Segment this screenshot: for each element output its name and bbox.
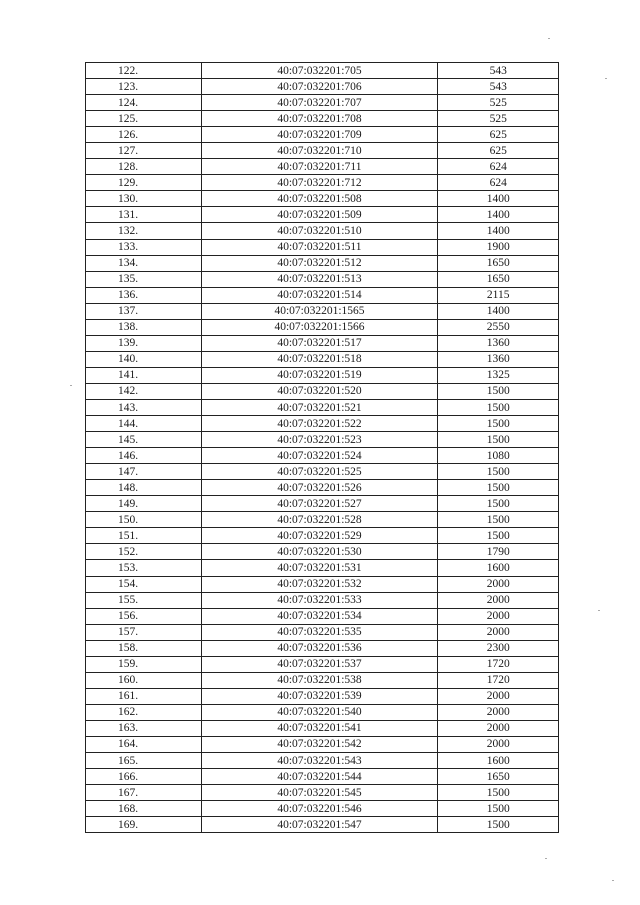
row-number-cell: 150. <box>86 512 202 528</box>
cadastral-number-cell: 40:07:032201:524 <box>201 448 438 464</box>
table-row <box>86 656 559 672</box>
row-number-cell: 155. <box>86 592 202 608</box>
row-number-cell: 127. <box>86 143 202 159</box>
cadastral-number-cell: 40:07:032201:509 <box>201 207 438 223</box>
table-row <box>86 255 559 271</box>
cadastral-number-cell: 40:07:032201:534 <box>201 608 438 624</box>
area-cell: 1720 <box>438 656 559 672</box>
area-cell: 1400 <box>438 223 559 239</box>
table-row <box>86 753 559 769</box>
row-number-cell: 154. <box>86 576 202 592</box>
cadastral-number-cell: 40:07:032201:526 <box>201 480 438 496</box>
cadastral-number-cell: 40:07:032201:545 <box>201 785 438 801</box>
cadastral-number-cell: 40:07:032201:544 <box>201 769 438 785</box>
area-cell: 1500 <box>438 399 559 415</box>
row-number-cell: 130. <box>86 191 202 207</box>
table-row <box>86 801 559 817</box>
scan-speck <box>548 38 550 39</box>
row-number-cell: 153. <box>86 560 202 576</box>
table-row <box>86 592 559 608</box>
cadastral-number-cell: 40:07:032201:523 <box>201 432 438 448</box>
area-cell: 1500 <box>438 785 559 801</box>
table-row <box>86 111 559 127</box>
cadastral-number-cell: 40:07:032201:528 <box>201 512 438 528</box>
table-row <box>86 785 559 801</box>
table-row <box>86 624 559 640</box>
table-row <box>86 704 559 720</box>
area-cell: 2000 <box>438 688 559 704</box>
row-number-cell: 147. <box>86 464 202 480</box>
row-number-cell: 129. <box>86 175 202 191</box>
table-row <box>86 688 559 704</box>
table-row <box>86 207 559 223</box>
cadastral-number-cell: 40:07:032201:543 <box>201 753 438 769</box>
row-number-cell: 149. <box>86 496 202 512</box>
table-row <box>86 191 559 207</box>
area-cell: 2000 <box>438 592 559 608</box>
table-row <box>86 159 559 175</box>
area-cell: 1400 <box>438 303 559 319</box>
table-row <box>86 720 559 736</box>
table-row <box>86 319 559 335</box>
table-row <box>86 560 559 576</box>
row-number-cell: 124. <box>86 95 202 111</box>
cadastral-number-cell: 40:07:032201:512 <box>201 255 438 271</box>
table-row <box>86 143 559 159</box>
area-cell: 1400 <box>438 207 559 223</box>
cadastral-number-cell: 40:07:032201:518 <box>201 351 438 367</box>
area-cell: 1500 <box>438 512 559 528</box>
area-cell: 1500 <box>438 464 559 480</box>
cadastral-number-cell: 40:07:032201:521 <box>201 399 438 415</box>
table-row <box>86 480 559 496</box>
table-row <box>86 736 559 752</box>
cadastral-number-cell: 40:07:032201:711 <box>201 159 438 175</box>
cadastral-number-cell: 40:07:032201:710 <box>201 143 438 159</box>
row-number-cell: 125. <box>86 111 202 127</box>
area-cell: 1500 <box>438 801 559 817</box>
area-cell: 1500 <box>438 383 559 399</box>
scan-speck <box>545 858 547 859</box>
table-row <box>86 817 559 833</box>
cadastral-number-cell: 40:07:032201:546 <box>201 801 438 817</box>
row-number-cell: 160. <box>86 672 202 688</box>
area-cell: 624 <box>438 175 559 191</box>
cadastral-number-cell: 40:07:032201:708 <box>201 111 438 127</box>
area-cell: 2115 <box>438 287 559 303</box>
row-number-cell: 137. <box>86 303 202 319</box>
cadastral-number-cell: 40:07:032201:530 <box>201 544 438 560</box>
table-row <box>86 303 559 319</box>
table-row <box>86 496 559 512</box>
cadastral-number-cell: 40:07:032201:519 <box>201 367 438 383</box>
area-cell: 1650 <box>438 255 559 271</box>
area-cell: 543 <box>438 63 559 79</box>
table-row <box>86 95 559 111</box>
cadastral-table <box>85 62 559 833</box>
area-cell: 1400 <box>438 191 559 207</box>
row-number-cell: 142. <box>86 383 202 399</box>
row-number-cell: 143. <box>86 399 202 415</box>
table-row <box>86 79 559 95</box>
row-number-cell: 157. <box>86 624 202 640</box>
area-cell: 1500 <box>438 528 559 544</box>
area-cell: 1500 <box>438 496 559 512</box>
area-cell: 625 <box>438 143 559 159</box>
table-row <box>86 640 559 656</box>
row-number-cell: 139. <box>86 335 202 351</box>
area-cell: 525 <box>438 95 559 111</box>
table-row <box>86 528 559 544</box>
area-cell: 1360 <box>438 351 559 367</box>
table-row <box>86 351 559 367</box>
row-number-cell: 134. <box>86 255 202 271</box>
row-number-cell: 168. <box>86 801 202 817</box>
row-number-cell: 131. <box>86 207 202 223</box>
table-row <box>86 399 559 415</box>
row-number-cell: 162. <box>86 704 202 720</box>
row-number-cell: 158. <box>86 640 202 656</box>
table-row <box>86 769 559 785</box>
area-cell: 1325 <box>438 367 559 383</box>
area-cell: 1500 <box>438 480 559 496</box>
area-cell: 1500 <box>438 432 559 448</box>
area-cell: 1600 <box>438 753 559 769</box>
row-number-cell: 166. <box>86 769 202 785</box>
cadastral-number-cell: 40:07:032201:540 <box>201 704 438 720</box>
row-number-cell: 138. <box>86 319 202 335</box>
area-cell: 1650 <box>438 769 559 785</box>
area-cell: 2550 <box>438 319 559 335</box>
cadastral-number-cell: 40:07:032201:536 <box>201 640 438 656</box>
table-row <box>86 175 559 191</box>
scan-speck <box>605 78 607 79</box>
row-number-cell: 144. <box>86 416 202 432</box>
row-number-cell: 167. <box>86 785 202 801</box>
row-number-cell: 141. <box>86 367 202 383</box>
area-cell: 2000 <box>438 576 559 592</box>
cadastral-number-cell: 40:07:032201:531 <box>201 560 438 576</box>
table-row <box>86 271 559 287</box>
scan-speck <box>70 385 72 386</box>
cadastral-number-cell: 40:07:032201:1565 <box>201 303 438 319</box>
cadastral-number-cell: 40:07:032201:522 <box>201 416 438 432</box>
area-cell: 1500 <box>438 416 559 432</box>
row-number-cell: 135. <box>86 271 202 287</box>
area-cell: 2000 <box>438 736 559 752</box>
cadastral-number-cell: 40:07:032201:535 <box>201 624 438 640</box>
area-cell: 2000 <box>438 624 559 640</box>
table-body <box>86 63 559 833</box>
cadastral-number-cell: 40:07:032201:517 <box>201 335 438 351</box>
row-number-cell: 161. <box>86 688 202 704</box>
area-cell: 625 <box>438 127 559 143</box>
cadastral-number-cell: 40:07:032201:712 <box>201 175 438 191</box>
row-number-cell: 128. <box>86 159 202 175</box>
cadastral-number-cell: 40:07:032201:539 <box>201 688 438 704</box>
cadastral-number-cell: 40:07:032201:707 <box>201 95 438 111</box>
cadastral-number-cell: 40:07:032201:520 <box>201 383 438 399</box>
cadastral-number-cell: 40:07:032201:542 <box>201 736 438 752</box>
cadastral-number-cell: 40:07:032201:525 <box>201 464 438 480</box>
area-cell: 1720 <box>438 672 559 688</box>
cadastral-number-cell: 40:07:032201:527 <box>201 496 438 512</box>
area-cell: 624 <box>438 159 559 175</box>
row-number-cell: 126. <box>86 127 202 143</box>
row-number-cell: 159. <box>86 656 202 672</box>
row-number-cell: 152. <box>86 544 202 560</box>
cadastral-number-cell: 40:07:032201:529 <box>201 528 438 544</box>
table-row <box>86 127 559 143</box>
cadastral-number-cell: 40:07:032201:706 <box>201 79 438 95</box>
cadastral-number-cell: 40:07:032201:513 <box>201 271 438 287</box>
row-number-cell: 122. <box>86 63 202 79</box>
row-number-cell: 163. <box>86 720 202 736</box>
area-cell: 1500 <box>438 817 559 833</box>
cadastral-number-cell: 40:07:032201:547 <box>201 817 438 833</box>
row-number-cell: 169. <box>86 817 202 833</box>
table-row <box>86 223 559 239</box>
cadastral-number-cell: 40:07:032201:508 <box>201 191 438 207</box>
table-row <box>86 367 559 383</box>
table-row <box>86 576 559 592</box>
cadastral-number-cell: 40:07:032201:537 <box>201 656 438 672</box>
area-cell: 2300 <box>438 640 559 656</box>
row-number-cell: 156. <box>86 608 202 624</box>
cadastral-number-cell: 40:07:032201:709 <box>201 127 438 143</box>
table-row <box>86 608 559 624</box>
cadastral-number-cell: 40:07:032201:541 <box>201 720 438 736</box>
row-number-cell: 132. <box>86 223 202 239</box>
row-number-cell: 148. <box>86 480 202 496</box>
area-cell: 2000 <box>438 720 559 736</box>
table-row <box>86 287 559 303</box>
area-cell: 1790 <box>438 544 559 560</box>
row-number-cell: 146. <box>86 448 202 464</box>
table-row <box>86 464 559 480</box>
table-row <box>86 335 559 351</box>
table-row <box>86 672 559 688</box>
row-number-cell: 136. <box>86 287 202 303</box>
row-number-cell: 164. <box>86 736 202 752</box>
area-cell: 1360 <box>438 335 559 351</box>
row-number-cell: 165. <box>86 753 202 769</box>
table-row <box>86 512 559 528</box>
table-row <box>86 544 559 560</box>
cadastral-number-cell: 40:07:032201:514 <box>201 287 438 303</box>
table-row <box>86 432 559 448</box>
table-row <box>86 239 559 255</box>
table-row <box>86 416 559 432</box>
area-cell: 1650 <box>438 271 559 287</box>
row-number-cell: 145. <box>86 432 202 448</box>
cadastral-number-cell: 40:07:032201:510 <box>201 223 438 239</box>
area-cell: 543 <box>438 79 559 95</box>
area-cell: 2000 <box>438 704 559 720</box>
row-number-cell: 151. <box>86 528 202 544</box>
table-row <box>86 63 559 79</box>
area-cell: 1600 <box>438 560 559 576</box>
cadastral-number-cell: 40:07:032201:1566 <box>201 319 438 335</box>
cadastral-number-cell: 40:07:032201:511 <box>201 239 438 255</box>
row-number-cell: 140. <box>86 351 202 367</box>
area-cell: 2000 <box>438 608 559 624</box>
scan-speck <box>612 880 614 881</box>
area-cell: 525 <box>438 111 559 127</box>
scan-speck <box>598 610 600 611</box>
table-row <box>86 448 559 464</box>
cadastral-number-cell: 40:07:032201:532 <box>201 576 438 592</box>
area-cell: 1900 <box>438 239 559 255</box>
cadastral-number-cell: 40:07:032201:705 <box>201 63 438 79</box>
area-cell: 1080 <box>438 448 559 464</box>
row-number-cell: 123. <box>86 79 202 95</box>
table-row <box>86 383 559 399</box>
row-number-cell: 133. <box>86 239 202 255</box>
cadastral-number-cell: 40:07:032201:533 <box>201 592 438 608</box>
cadastral-number-cell: 40:07:032201:538 <box>201 672 438 688</box>
